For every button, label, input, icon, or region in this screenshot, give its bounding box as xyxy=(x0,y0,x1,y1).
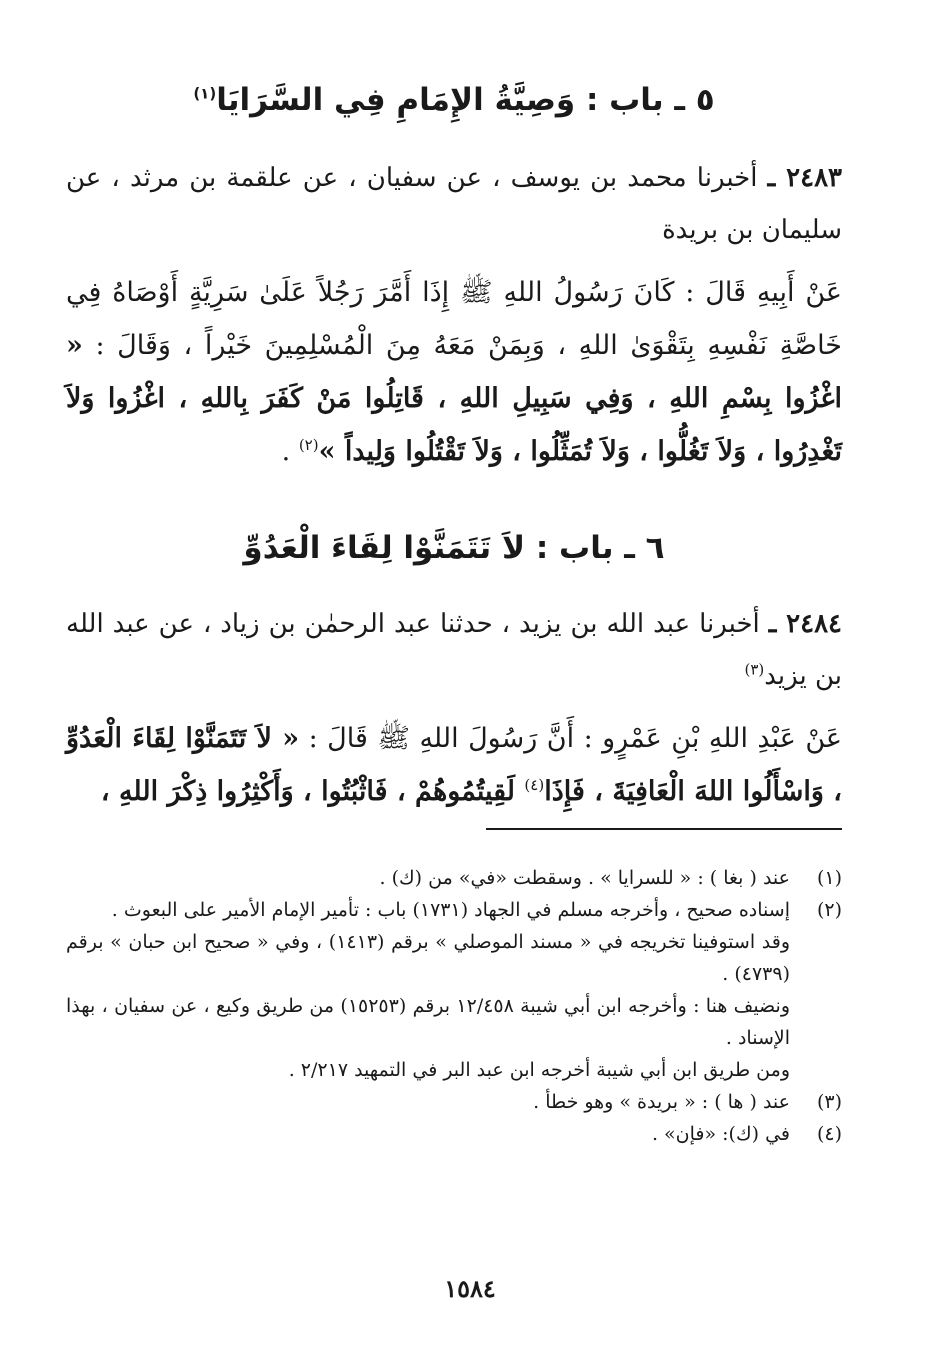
footnotes xyxy=(66,862,842,1150)
isnad-text: أخبرنا عبد الله بن يزيد ، حدثنا عبد الرحمٰن بن زياد ، عن عبد الله بن يزيد xyxy=(66,609,842,691)
footnote-2-continued: ومن طريق ابن أبي شيبة أخرجه ابن عبد البر في التمهيد ٢/٢١٧ . xyxy=(288,1059,790,1081)
footnote-ref: (٤) xyxy=(524,776,545,794)
footnote-2-continued: ونضيف هنا : وأخرجه ابن أبي شيبة ١٢/٤٥٨ برقم (١٥٢٥٣) من طريق وكيع ، عن سفيان ، بهذا الإسناد . xyxy=(66,995,791,1049)
chapter-title: ٥ ـ باب : وَصِيَّةُ الإِمَامِ فِي السَّرَايَا xyxy=(216,82,715,118)
footnote-number: (٣) xyxy=(816,1091,842,1113)
footnote-2-continued: وقد استوفينا تخريجه في « مسند الموصلي » برقم (١٤١٣) ، وفي « صحيح ابن حبان » برقم (٤٧٣٩) . xyxy=(66,931,790,985)
footnote-4 xyxy=(66,1118,842,1150)
footnote-text: عند ( ها ) : « بريدة » وهو خطأ . xyxy=(533,1091,790,1113)
hadith-matn-2483 xyxy=(66,266,842,478)
footnote-3 xyxy=(66,1086,842,1118)
footnote-ref: (٣) xyxy=(744,660,765,679)
prophetic-quote: « اغْزُوا بِسْمِ اللهِ ، وَفِي سَبِيلِ اللهِ ، قَاتِلُوا مَنْ كَفَرَ بِاللهِ ، اغْزُوا وَلاَ تَغْدِرُوا ، وَلاَ تَغُلُّوا ، وَلاَ تُمَثِّلُوا ، وَلاَ تَقْتُلُوا وَلِيداً » xyxy=(66,330,842,467)
prophetic-quote-part-b: لَقِيتُمُوهُمْ ، فَاثْبُتُوا ، وَأَكْثِرُوا ذِكْرَ اللهِ ، xyxy=(100,776,525,807)
hadith-number: ٢٤٨٤ ـ xyxy=(768,609,842,639)
footnote-number: (١) xyxy=(816,867,842,889)
footnote-2 xyxy=(66,894,842,926)
page-number: ١٥٨٤ xyxy=(444,1274,496,1303)
chapter-title: ٦ ـ باب : لاَ تَتَمَنَّوْا لِقَاءَ الْعَدُوِّ xyxy=(243,530,665,566)
hadith-isnad-2484 xyxy=(66,598,842,702)
prophetic-quote-part-a: « لاَ تَتَمَنَّوْا لِقَاءَ الْعَدُوِّ ، وَاسْأَلُوا اللهَ الْعَافِيَةَ ، فَإِذَا xyxy=(66,723,842,807)
isnad-text: أخبرنا محمد بن يوسف ، عن سفيان ، عن علقمة بن مرثد ، عن سليمان بن بريدة xyxy=(66,163,842,245)
chapter-heading-6 xyxy=(66,530,842,566)
footnote-ref: (٢) xyxy=(298,436,319,454)
hadith-matn-2484 xyxy=(66,712,842,818)
footnote-text: عند ( بغا ) : « للسرايا » . وسقطت «في» من (ك) . xyxy=(379,867,790,889)
matn-intro: عَنْ أَبِيهِ قَالَ : كَانَ رَسُولُ اللهِ ﷺ إِذَا أَمَّرَ رَجُلاً عَلَىٰ سَرِيَّةٍ أَوْصَاهُ فِي خَاصَّةِ نَفْسِهِ بِتَقْوَىٰ اللهِ ، وَبِمَنْ مَعَهُ مِنَ الْمُسْلِمِينَ خَيْراً ، وَقَالَ : xyxy=(66,277,842,361)
matn-end: . xyxy=(281,436,299,467)
footnote-separator xyxy=(486,828,842,830)
matn-intro: عَنْ عَبْدِ اللهِ بْنِ عَمْرٍو : أَنَّ رَسُولَ اللهِ ﷺ قَالَ : xyxy=(299,723,843,754)
footnote-1 xyxy=(66,862,842,894)
footnote-number: (٤) xyxy=(816,1123,842,1145)
hadith-isnad-2483 xyxy=(66,152,842,256)
chapter-heading-5 xyxy=(66,82,842,118)
footnote-ref: (١) xyxy=(193,84,217,103)
hadith-number: ٢٤٨٣ ـ xyxy=(767,163,842,193)
footnote-number: (٢) xyxy=(816,899,842,921)
footnote-text: إسناده صحيح ، وأخرجه مسلم في الجهاد (١٧٣١) باب : تأمير الإمام الأمير على البعوث . xyxy=(111,899,790,921)
footnote-text: في (ك): «فإن» . xyxy=(651,1123,790,1145)
